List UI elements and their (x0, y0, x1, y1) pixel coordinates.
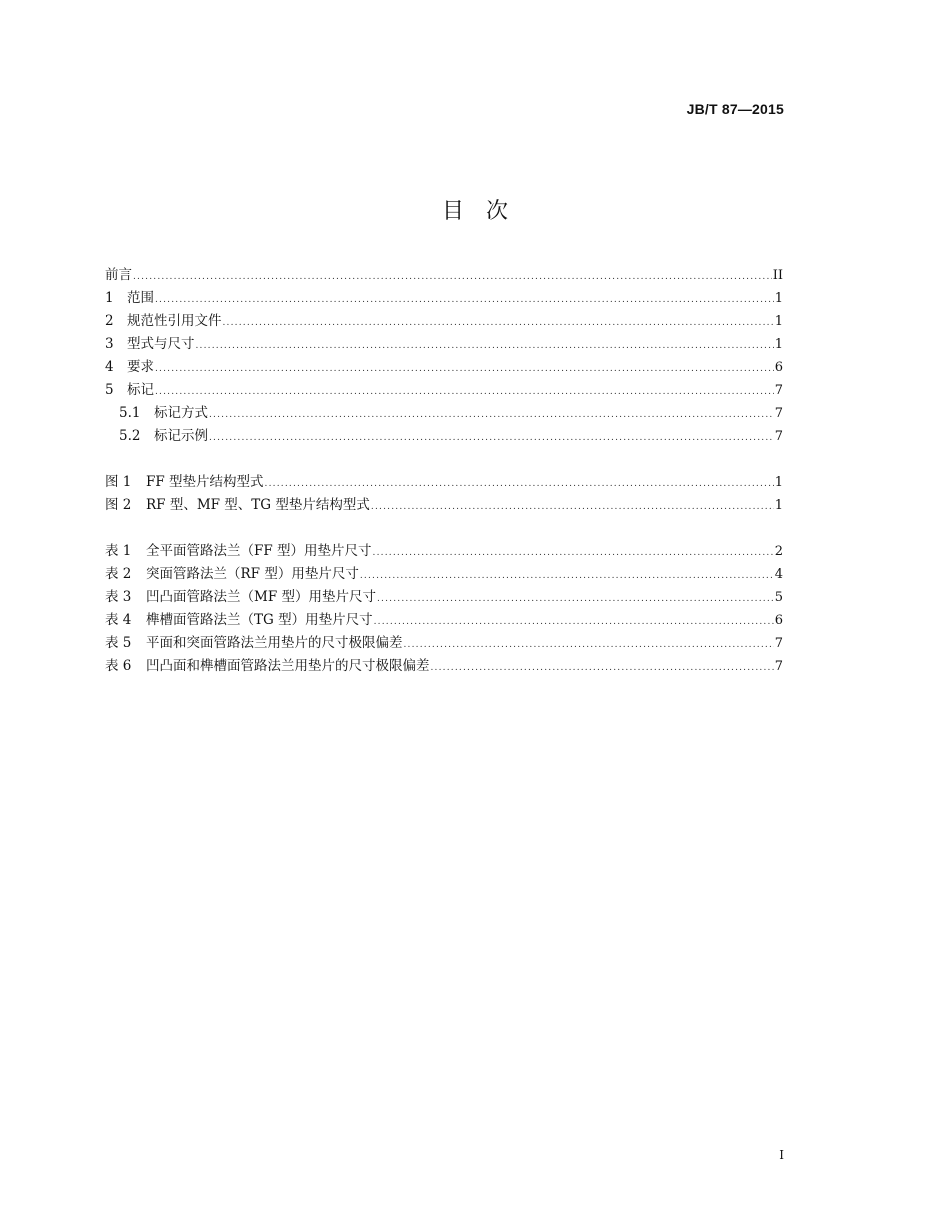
toc-entry-figure-1[interactable] (105, 471, 783, 494)
toc-entry-normative-references[interactable] (105, 310, 783, 333)
toc-entry-page: 5 (774, 590, 783, 605)
toc-entry-number: 5 (105, 382, 114, 398)
toc-entry-label: 规范性引用文件 (127, 313, 222, 329)
toc-entry-label: 前言 (105, 267, 132, 283)
toc-entry-label: 标记 (127, 382, 154, 398)
toc-entry-marking-example[interactable] (105, 425, 783, 448)
toc-entry-number: 2 (105, 313, 114, 329)
toc-entry-number: 1 (105, 290, 114, 306)
toc-entry-table-2[interactable] (105, 563, 783, 586)
toc-leader-dots (374, 611, 774, 634)
toc-entry-number: 3 (105, 336, 114, 352)
toc-entry-label: 型式与尺寸 (127, 336, 195, 352)
toc-entry-page: 7 (774, 383, 783, 398)
toc-entry-number: 5.2 (119, 428, 141, 444)
toc-leader-dots (155, 289, 774, 312)
toc-entry-table-1[interactable] (105, 540, 783, 563)
toc-entry-page: 7 (774, 659, 783, 674)
toc-entry-page: 7 (774, 429, 783, 444)
toc-leader-dots (209, 427, 774, 450)
toc-entry-number: 表 3 (105, 589, 132, 605)
toc-entry-marking-method[interactable] (105, 402, 783, 425)
toc-entry-scope[interactable] (105, 287, 783, 310)
toc-leader-dots (133, 266, 772, 289)
toc-entry-page: 7 (774, 406, 783, 421)
toc-entry-label: 平面和突面管路法兰用垫片的尺寸极限偏差 (146, 635, 403, 651)
toc-entry-types-and-dimensions[interactable] (105, 333, 783, 356)
toc-entry-number: 表 2 (105, 566, 132, 582)
toc-entry-number: 图 1 (105, 474, 132, 490)
toc-leader-dots (373, 542, 774, 565)
toc-entry-number: 表 4 (105, 612, 132, 628)
toc-entry-label: 突面管路法兰（RF 型）用垫片尺寸 (146, 566, 359, 582)
toc-entry-label: 范围 (127, 290, 154, 306)
toc-leader-dots (404, 634, 774, 657)
toc-entry-page: 2 (774, 544, 783, 559)
toc-entry-table-5[interactable] (105, 632, 783, 655)
toc-entry-page: 1 (774, 337, 783, 352)
toc-leader-dots (155, 381, 774, 404)
toc-tables (105, 540, 783, 678)
toc-entry-page: 1 (774, 291, 783, 306)
toc-leader-dots (196, 335, 774, 358)
toc-entry-page: 6 (774, 360, 783, 375)
toc-entry-label: 凹凸面和榫槽面管路法兰用垫片的尺寸极限偏差 (146, 658, 430, 674)
toc-leader-dots (209, 404, 774, 427)
toc-entry-page: 6 (774, 613, 783, 628)
standard-code: JB/T 87—2015 (686, 101, 784, 117)
toc-entry-label: FF 型垫片结构型式 (146, 474, 264, 490)
toc-figures (105, 471, 783, 517)
toc-entry-page: II (772, 268, 783, 283)
toc-entry-page: 1 (774, 498, 783, 513)
toc-entry-label: RF 型、MF 型、TG 型垫片结构型式 (146, 497, 370, 513)
toc-entry-number: 图 2 (105, 497, 132, 513)
toc-entry-table-3[interactable] (105, 586, 783, 609)
toc-entry-page: 4 (774, 567, 783, 582)
toc-leader-dots (360, 565, 774, 588)
toc-leader-dots (265, 473, 774, 496)
toc-entry-number: 表 6 (105, 658, 132, 674)
toc-entry-number: 表 5 (105, 635, 132, 651)
toc-entry-table-4[interactable] (105, 609, 783, 632)
toc-entry-number: 5.1 (119, 405, 141, 421)
toc-entry-label: 榫槽面管路法兰（TG 型）用垫片尺寸 (146, 612, 373, 628)
toc-entry-label: 要求 (127, 359, 154, 375)
toc-entry-label: 标记示例 (154, 428, 208, 444)
toc-sections (105, 264, 783, 448)
page-number: I (779, 1148, 784, 1162)
toc-entry-page: 7 (774, 636, 783, 651)
toc-entry-page: 1 (774, 475, 783, 490)
toc-leader-dots (223, 312, 774, 335)
toc-leader-dots (431, 657, 774, 680)
toc-entry-marking[interactable] (105, 379, 783, 402)
toc-entry-label: 全平面管路法兰（FF 型）用垫片尺寸 (146, 543, 372, 559)
toc-entry-page: 1 (774, 314, 783, 329)
table-of-contents (105, 264, 783, 678)
toc-leader-dots (371, 496, 774, 519)
toc-entry-table-6[interactable] (105, 655, 783, 678)
toc-entry-figure-2[interactable] (105, 494, 783, 517)
toc-entry-number: 4 (105, 359, 114, 375)
toc-entry-label: 标记方式 (154, 405, 208, 421)
toc-entry-label: 凹凸面管路法兰（MF 型）用垫片尺寸 (146, 589, 376, 605)
page-title: 目 次 (441, 199, 508, 224)
toc-entry-number: 表 1 (105, 543, 132, 559)
toc-entry-foreword[interactable] (105, 264, 783, 287)
toc-entry-requirements[interactable] (105, 356, 783, 379)
toc-leader-dots (155, 358, 774, 381)
toc-leader-dots (377, 588, 774, 611)
